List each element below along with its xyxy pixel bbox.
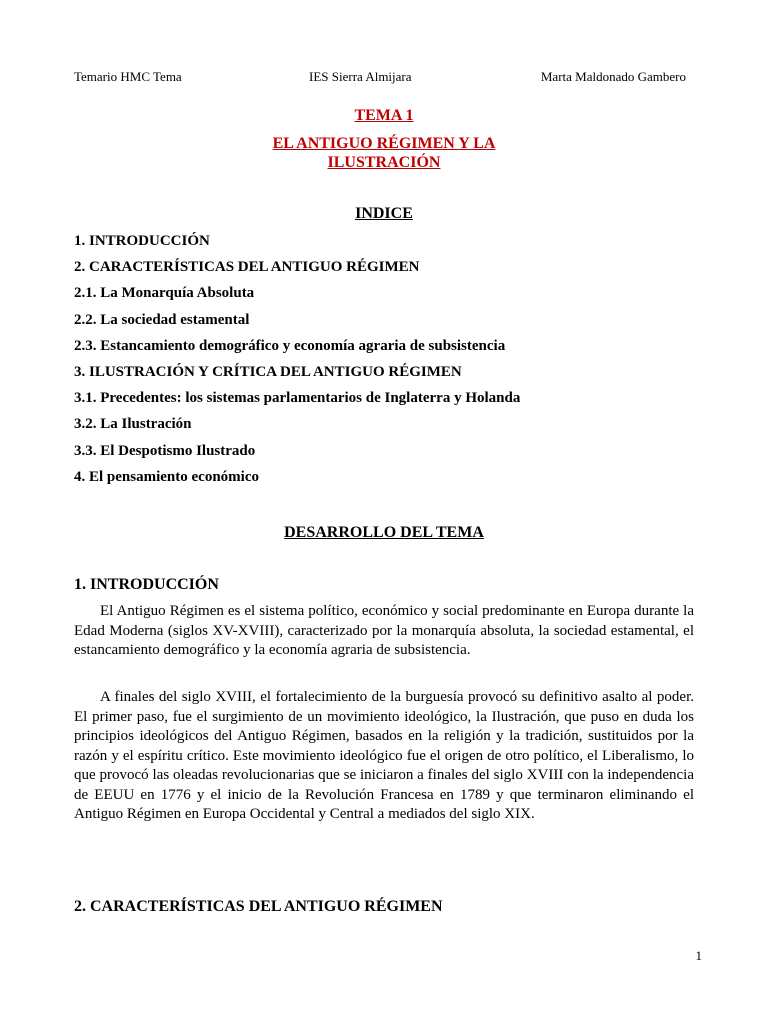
toc-item: 3.1. Precedentes: los sistemas parlamentarios de Inglaterra y Holanda	[74, 390, 521, 407]
page-header	[74, 69, 694, 89]
header-course: Temario HMC Tema	[74, 69, 182, 84]
topic-number-title: TEMA 1	[354, 107, 414, 124]
paragraph: El Antiguo Régimen es el sistema político, económico y social predominante en Europa durante la Edad Moderna (siglos XV-XVIII), caracterizado por la monarquía absoluta, la sociedad estamental, el estancamiento demográfico y la economía agraria de subsistencia.	[74, 603, 694, 658]
toc-item: 2.1. La Monarquía Absoluta	[74, 285, 255, 302]
paragraph: A finales del siglo XVIII, el fortalecimiento de la burguesía provocó su definitivo asalto al poder. El primer paso, fue el surgimiento de un movimiento ideológico, la Ilustración, que puso en duda los principios ideológicos del Antiguo Régimen, basados en la religión y la tradición, sustituidos por la razón y el espíritu crítico. Este movimiento ideológico fue el origen de otro político, el Liberalismo, lo que provocó las oleadas revolucionarias que se iniciaron a finales del siglo XVIII con la independencia de EEUU en 1776 y el inicio de la Revolución Francesa en 1789 y que terminaron eliminando el Antiguo Régimen en Europa Occidental y Central a mediados del siglo XIX.	[74, 689, 694, 822]
toc-item: 4. El pensamiento económico	[74, 468, 259, 485]
table-of-contents	[74, 232, 694, 494]
toc-item: 3.2. La Ilustración	[74, 416, 192, 433]
page-number: 1	[695, 948, 702, 963]
index-heading: INDICE	[355, 205, 413, 222]
section-heading-characteristics: 2. CARACTERÍSTICAS DEL ANTIGUO RÉGIMEN	[74, 898, 443, 915]
topic-title: EL ANTIGUO RÉGIMEN Y LA ILUSTRACIÓN	[272, 135, 496, 171]
toc-item: 2.3. Estancamiento demográfico y economía agraria de subsistencia	[74, 337, 506, 354]
toc-item: 2.2. La sociedad estamental	[74, 311, 250, 328]
toc-item: 3. ILUSTRACIÓN Y CRÍTICA DEL ANTIGUO RÉGIMEN	[74, 363, 462, 380]
toc-item: 1. INTRODUCCIÓN	[74, 233, 210, 249]
toc-item: 2. CARACTERÍSTICAS DEL ANTIGUO RÉGIMEN	[74, 259, 420, 276]
header-author: Marta Maldonado Gambero	[540, 69, 686, 84]
development-heading: DESARROLLO DEL TEMA	[284, 524, 484, 541]
toc-item: 3.3. El Despotismo Ilustrado	[74, 442, 256, 459]
header-school: IES Sierra Almijara	[309, 69, 412, 84]
section-heading-introduction: 1. INTRODUCCIÓN	[74, 576, 219, 593]
